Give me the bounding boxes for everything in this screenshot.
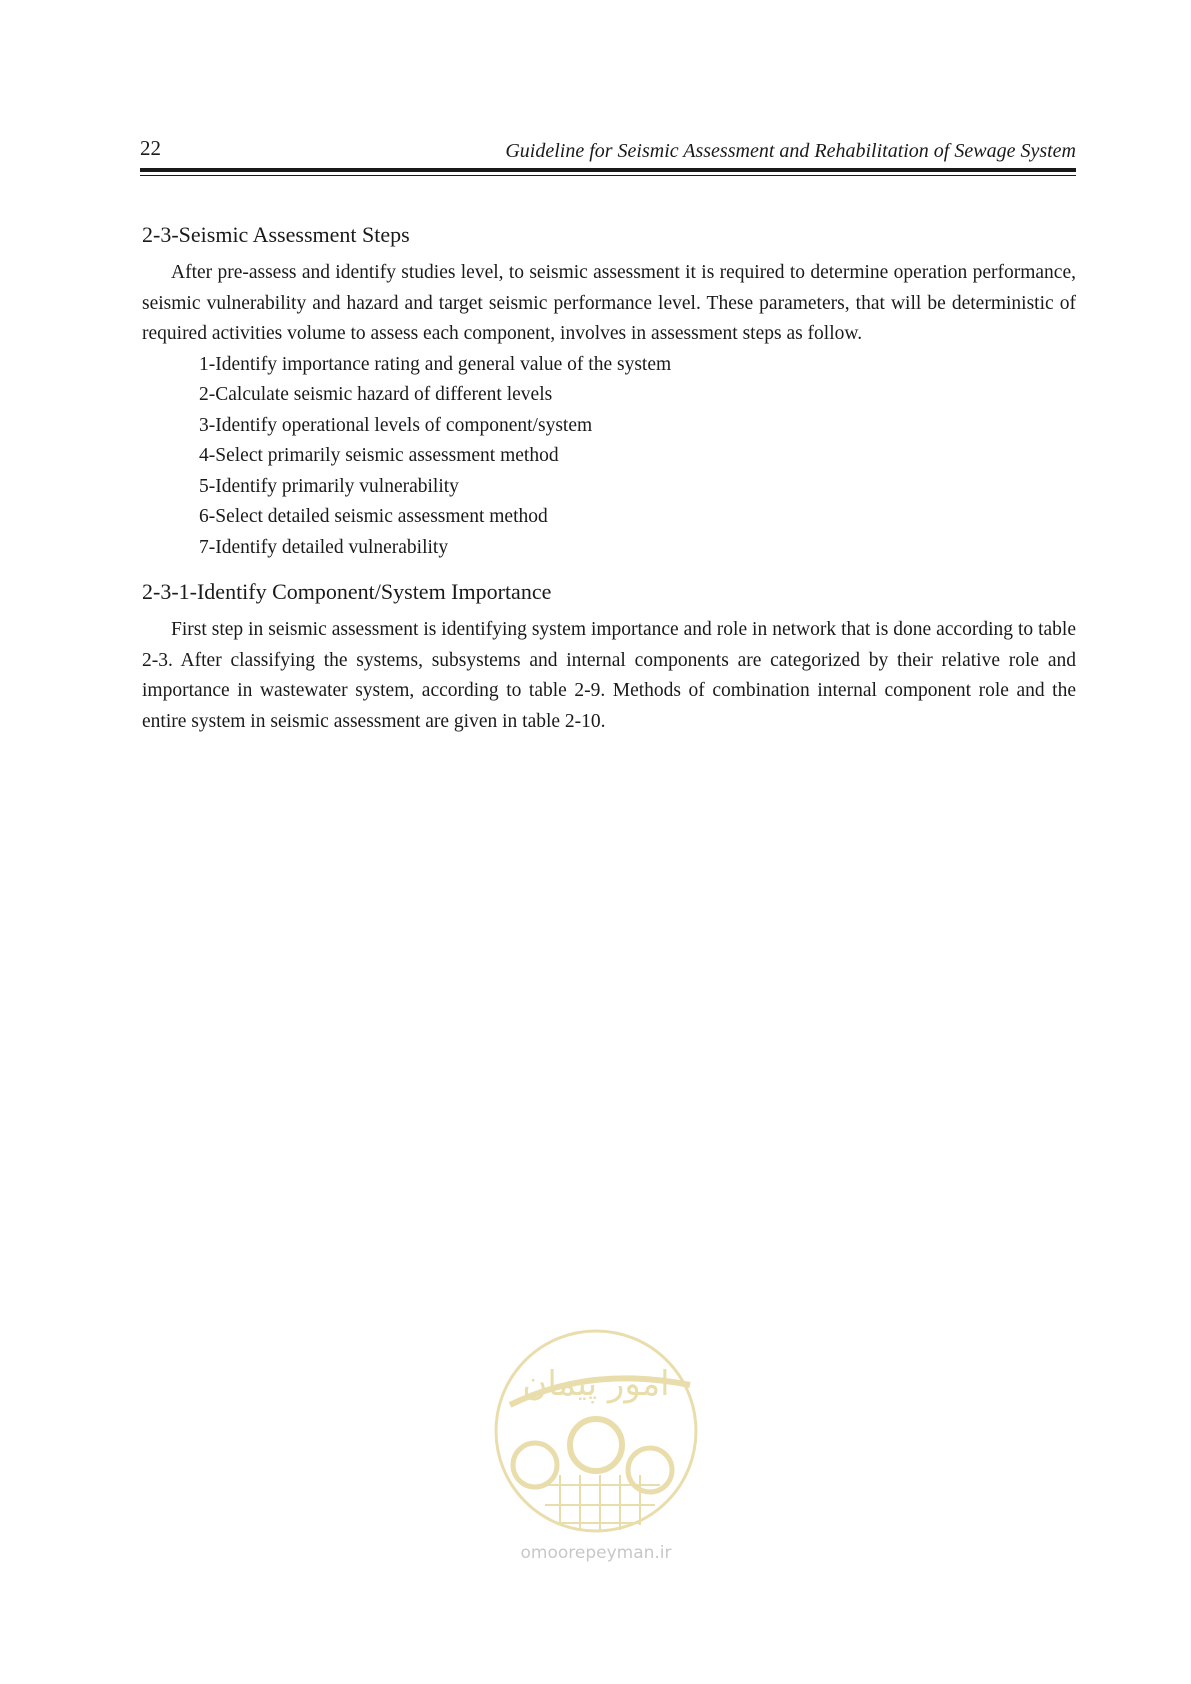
list-item: 3-Identify operational levels of component/system xyxy=(199,414,593,436)
list-item: 7-Identify detailed vulnerability xyxy=(199,536,449,558)
section-heading-assessment-steps: 2-3-Seismic Assessment Steps xyxy=(142,222,410,247)
importance-paragraph: First step in seismic assessment is identifying system importance and role in network that is done according to table 2-3. After classifying the systems, subsystems and internal components are categorized by their relative role and importance in wastewater system, according to table 2-9. Methods of combination internal component role and the entire system in seismic assessment are given in table 2-10. xyxy=(142,619,1076,732)
watermark-logo xyxy=(490,1325,702,1573)
running-head: Guideline for Seismic Assessment and Rehabilitation of Sewage System xyxy=(505,140,1076,162)
header-rule-thick xyxy=(140,168,1076,172)
watermark-site: omoorepeyman.ir xyxy=(520,1543,672,1563)
header-rule-thin xyxy=(140,175,1076,176)
list-item: 1-Identify importance rating and general value of the system xyxy=(199,353,672,375)
watermark-seal-icon xyxy=(490,1325,702,1537)
section-heading-importance: 2-3-1-Identify Component/System Importance xyxy=(142,579,552,604)
list-item: 2-Calculate seismic hazard of different levels xyxy=(199,384,553,405)
page-number: 22 xyxy=(140,136,161,160)
section-intro-paragraph: After pre-assess and identify studies level, to seismic assessment it is required to determine operation performance, seismic vulnerability and hazard and target seismic performance level. These parameters, that will be deterministic of required activities volume to assess each component, involves in assessment steps as follow. xyxy=(142,262,1076,344)
page-content xyxy=(142,220,1076,737)
watermark-script: امور پیمان xyxy=(522,1364,670,1404)
list-item: 4-Select primarily seismic assessment method xyxy=(199,445,559,466)
list-item: 5-Identify primarily vulnerability xyxy=(199,475,459,497)
list-item: 6-Select detailed seismic assessment method xyxy=(199,506,548,527)
assessment-steps-list xyxy=(142,350,1076,564)
